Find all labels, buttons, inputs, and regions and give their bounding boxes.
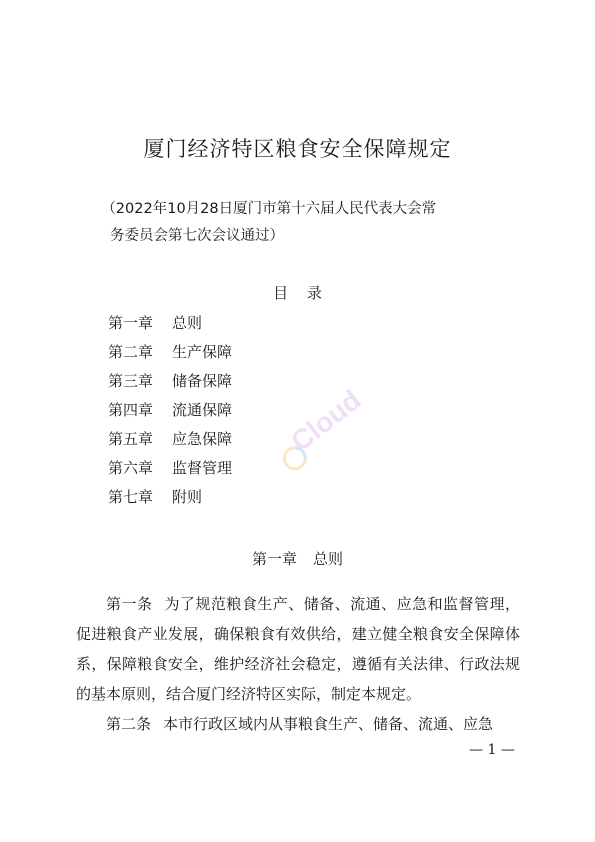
subtitle-line-2: 务委员会第七次会议通过） (110, 228, 284, 244)
toc-item-title: 流通保障 (172, 401, 233, 419)
toc-item-number: 第五章 (108, 430, 154, 448)
page-title: 厦门经济特区粮食安全保障规定 (143, 137, 452, 161)
toc-item (108, 367, 232, 396)
document-subtitle (101, 196, 510, 250)
article-number: 第二条 (106, 715, 152, 733)
watermark-text: Cloud (285, 384, 367, 458)
article-number: 第一条 (106, 595, 153, 613)
toc-item (108, 483, 232, 512)
toc-item-title: 生产保障 (172, 343, 233, 361)
toc-item-title: 总则 (172, 314, 203, 332)
toc-item-title: 应急保障 (172, 430, 233, 448)
toc-item (108, 454, 232, 483)
toc-item-number: 第二章 (108, 343, 154, 361)
toc-list (108, 309, 232, 512)
document-body (76, 589, 520, 739)
chapter-heading (0, 548, 595, 569)
subtitle-line-1: （2022年10月28日厦门市第十六届人民代表大会常 (101, 201, 437, 217)
article-paragraph (76, 589, 520, 709)
page-number: — 1 — (469, 742, 515, 758)
toc-item (108, 309, 232, 338)
toc-item-title: 附则 (172, 488, 203, 506)
toc-heading: 目 录 (273, 284, 322, 302)
toc-item (108, 425, 232, 454)
toc-item-number: 第六章 (108, 459, 154, 477)
chapter-number: 第一章 (251, 550, 297, 568)
toc-item (108, 338, 232, 367)
toc-item-number: 第四章 (108, 401, 154, 419)
toc-item-number: 第三章 (108, 372, 154, 390)
toc-item (108, 396, 232, 425)
article-text: 为了规范粮食生产、储备、流通、应急和监督管理，促进粮食产业发展，确保粮食有效供给，建立健全粮食安全保障体系，保障粮食安全，维护经济社会稳定，遵循有关法律、行政法规的基本原则，结合厦门经济特区实际，制定本规定。 (76, 595, 520, 703)
article-text: 本市行政区域内从事粮食生产、储备、流通、应急 (163, 715, 494, 733)
article-paragraph (76, 709, 520, 739)
toc-item-number: 第一章 (108, 314, 154, 332)
toc-item-number: 第七章 (108, 488, 154, 506)
watermark (244, 358, 372, 483)
toc-item-title: 储备保障 (172, 372, 233, 390)
toc-item-title: 监督管理 (172, 459, 233, 477)
chapter-title: 总则 (313, 550, 344, 568)
